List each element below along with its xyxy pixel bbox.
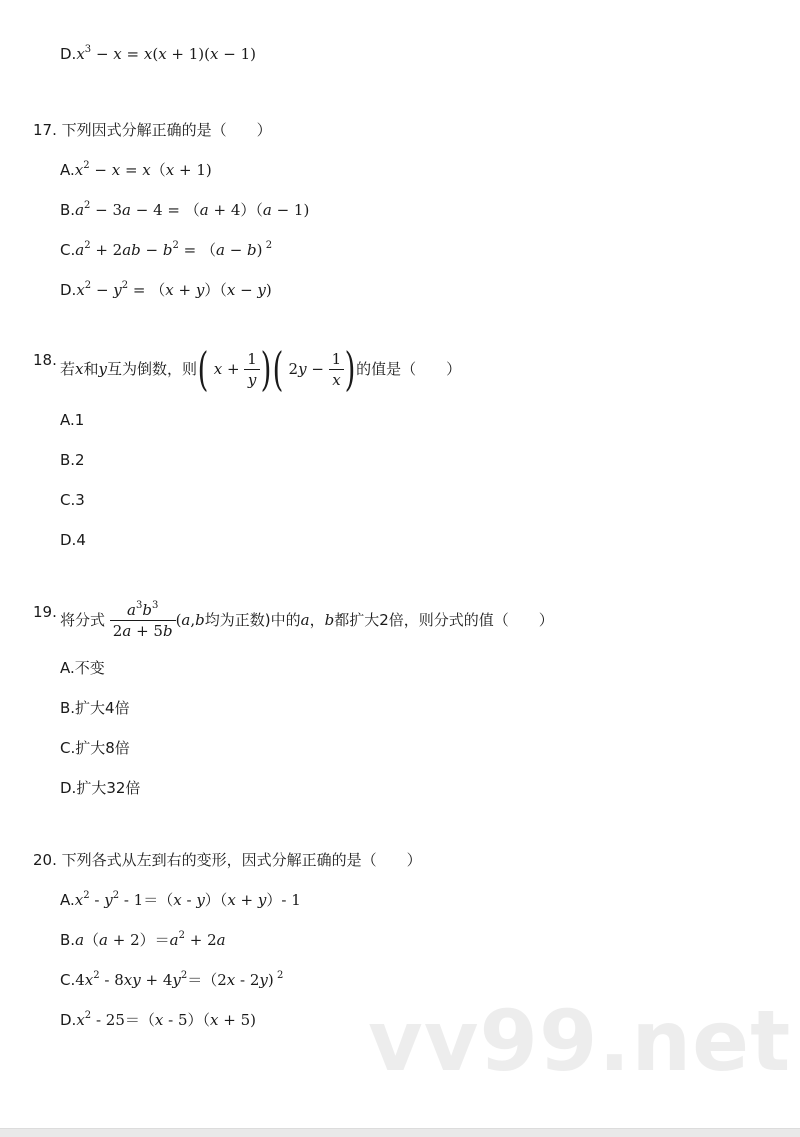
q19-stem: 将分式 $\frac{a^3b^3}{2a + 5b}$ ( a , b 均为正数)中的 a ， b 都扩大2倍，则分式的值（ ） [60, 599, 554, 640]
q18-stem: 若 x 和 y 互为倒数，则 ( x + $\frac{1}{y}$ ) ( 2 y − $\frac{1}{x}$ ) 的值是（ ） [60, 342, 462, 396]
q18-option-b: B.2 [60, 451, 85, 469]
q17-option-a: $A.x^2 - x = x(x + 1)$ [60, 160, 212, 179]
q19-option-b: B.扩大4倍 [60, 699, 130, 717]
q20-stem [33, 850, 422, 870]
q17-text: 下列因式分解正确的是（ ） [61, 121, 272, 139]
q17-number: 17. [33, 121, 57, 139]
q17-option-c: $C.a^2 + 2ab - b^2 = (a - b)$ $^2$ [60, 240, 273, 259]
q20-text: 下列各式从左到右的变形，因式分解正确的是（ ） [61, 851, 422, 869]
q20-option-c: $C.4x^2 - 8xy + 4y^2=(2x - 2y)$ $^2$ [60, 970, 284, 989]
q18-option-c: C.3 [60, 491, 85, 509]
q20-option-d: $D.x^2 - 25=(x - 5)(x + 5)$ [60, 1010, 256, 1029]
watermark-text: vv99.net [368, 992, 792, 1090]
q18-option-d: D.4 [60, 531, 86, 549]
q17-option-d: $D.x^2 - y^2 = (x + y)(x - y)$ [60, 280, 272, 299]
q19-option-a: A.不变 [60, 659, 105, 677]
q20-number: 20. [33, 851, 57, 869]
q18-option-a: A.1 [60, 411, 85, 429]
q20-option-b: $B.a(a + 2)=a^2 + 2a$ [60, 930, 226, 949]
q18-number: 18. [33, 351, 57, 369]
q16-option-d: $D.x^3 - x = x(x + 1)(x - 1)$ [60, 44, 256, 63]
q20-option-a: $A.x^2 - y^2 - 1=(x - y)(x + y)-$ 1 [60, 890, 301, 909]
page-bottom-edge [0, 1128, 800, 1137]
q19-option-c: C.扩大8倍 [60, 739, 130, 757]
q17-stem [33, 120, 272, 140]
q19-option-d: D.扩大32倍 [60, 779, 141, 797]
q17-option-b: $B.a^2 - 3a - 4 = (a + 4)(a - 1)$ [60, 200, 310, 219]
q19-number: 19. [33, 603, 57, 621]
